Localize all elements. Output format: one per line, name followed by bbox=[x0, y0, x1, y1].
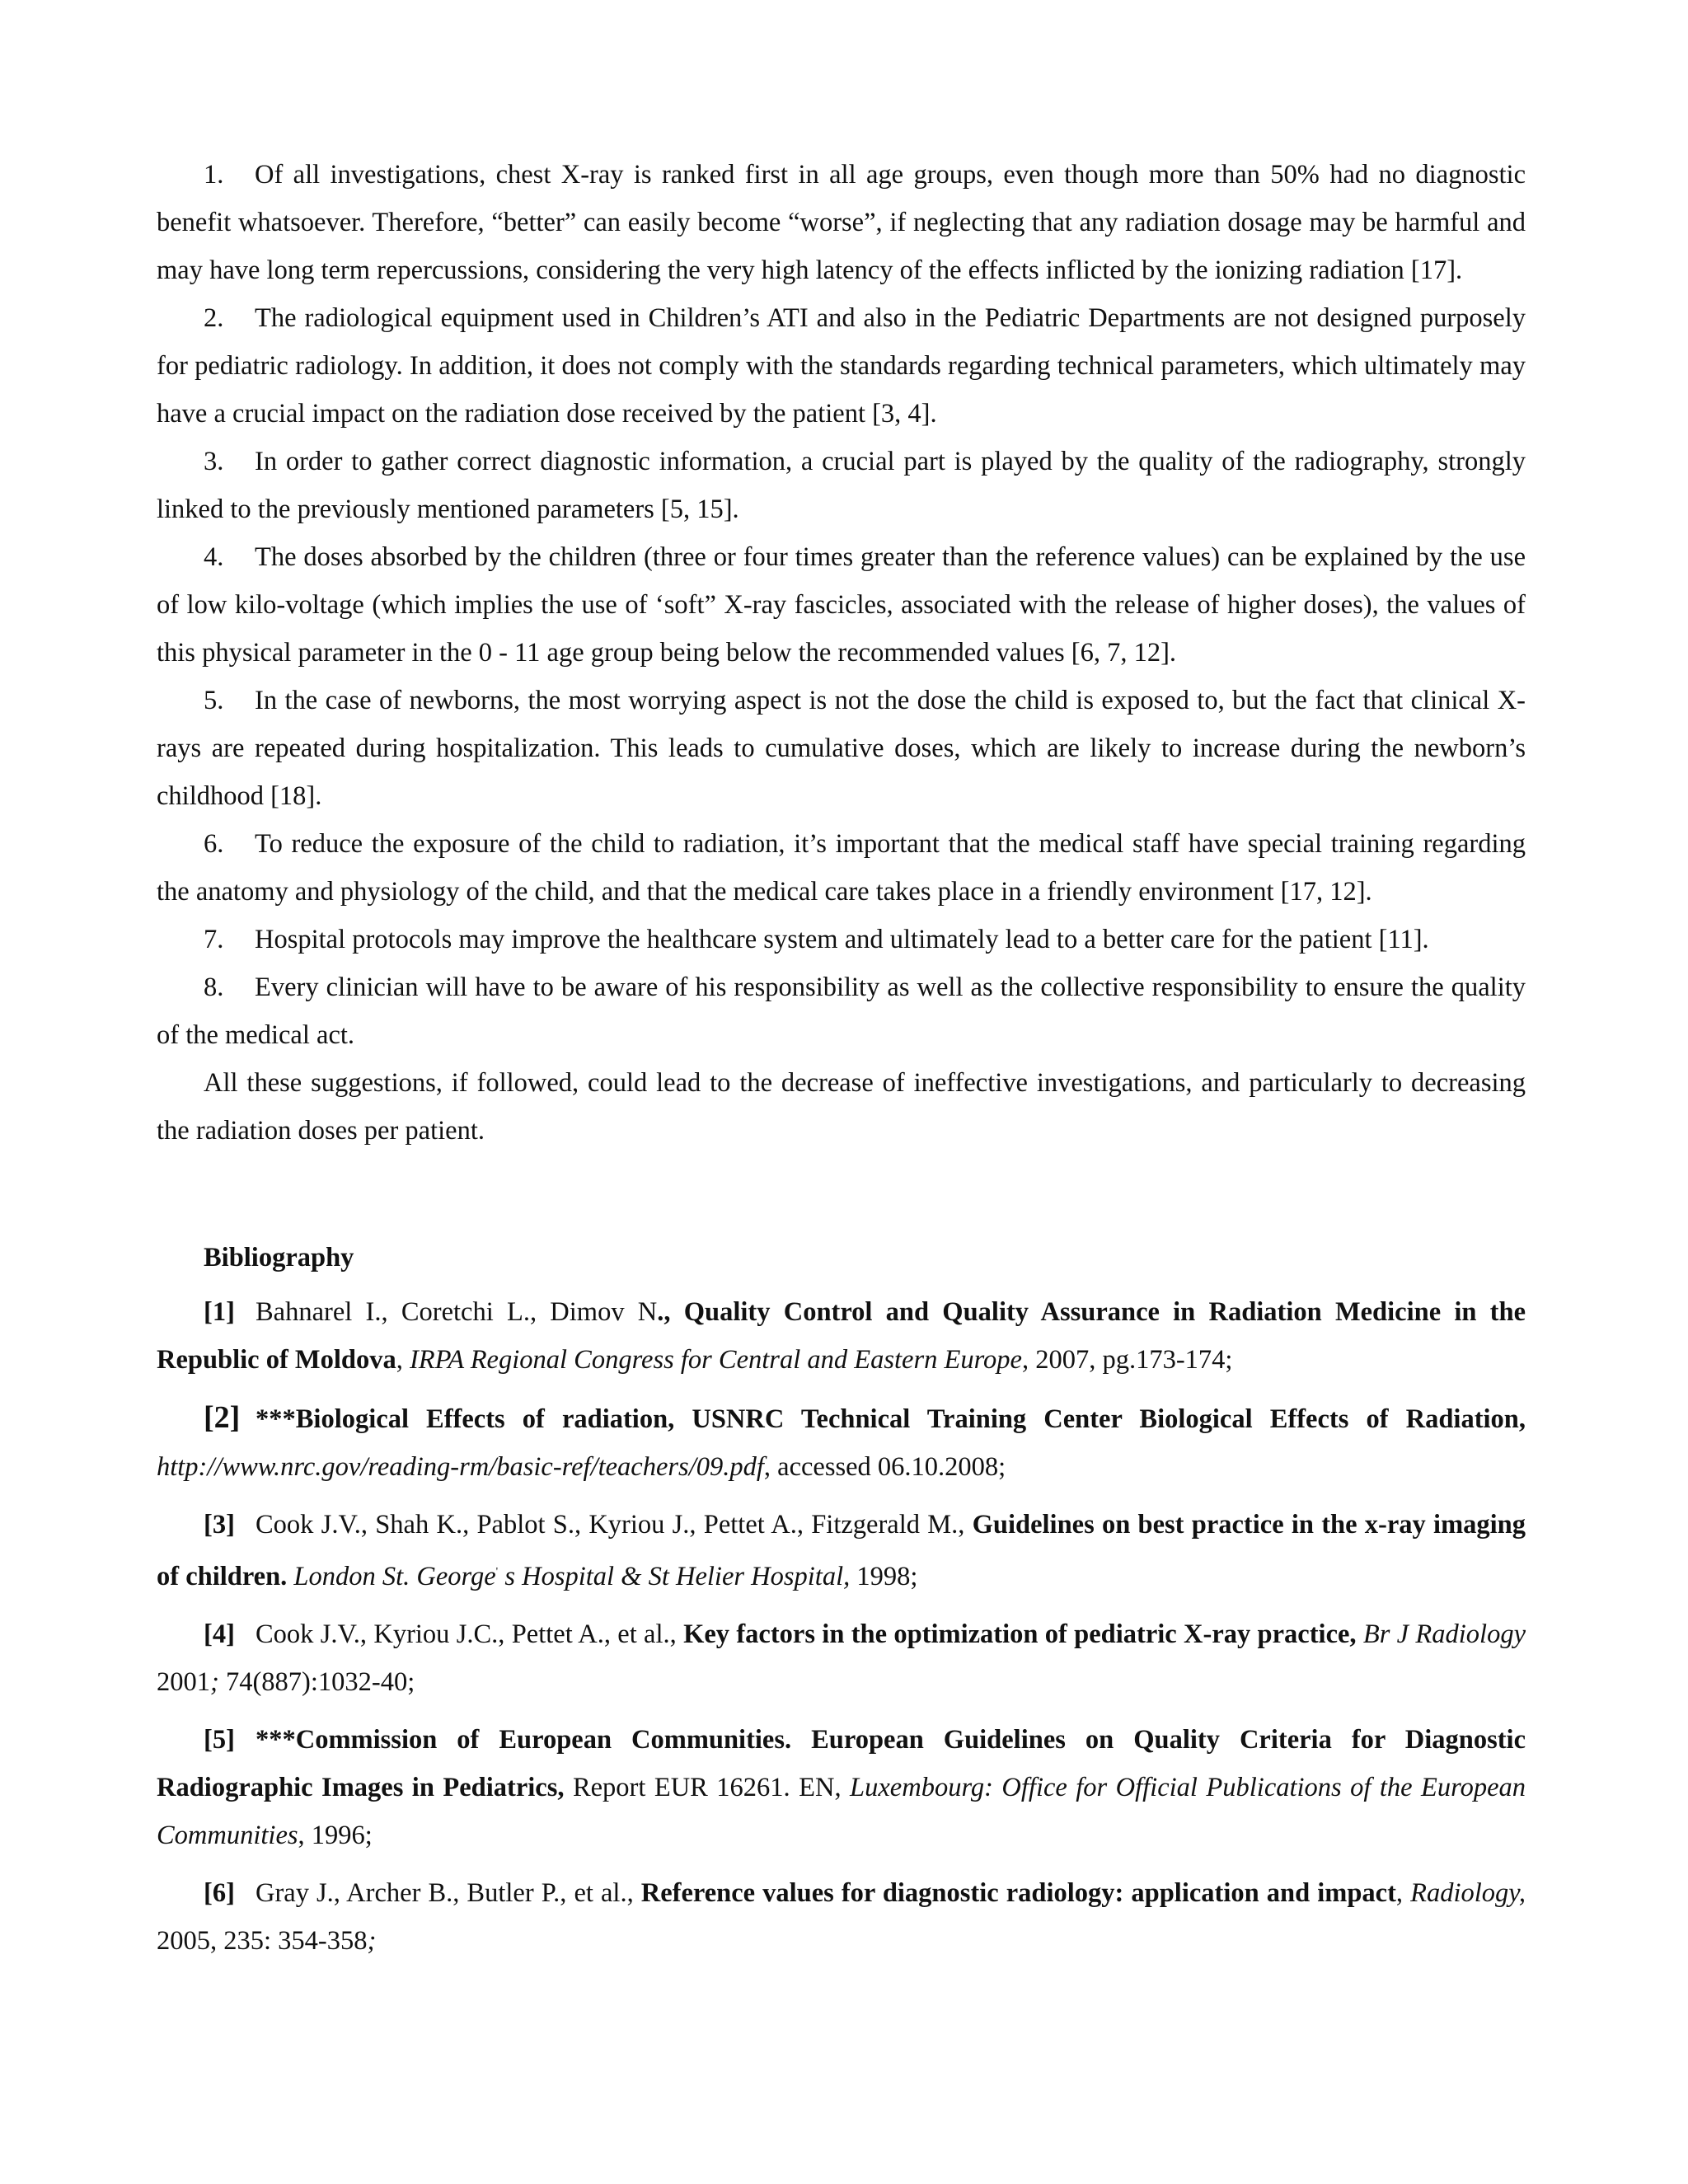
list-item-text: The radiological equipment used in Children’s ATI and also in the Pediatric Departments are not designed purposely for pediatric radiology. In addition, it does not comply with the standards regarding technical parameters, which ultimately may have a crucial impact on the radiation dose received by the patient [3, 4]. bbox=[157, 303, 1526, 429]
bibliography-entry bbox=[157, 1869, 1526, 1965]
list-item-text: The doses absorbed by the children (three or four times greater than the reference values) can be explained by the use of low kilo-voltage (which implies the use of ‘soft” X-ray fascicles, associated with the release of higher doses), the values of this physical parameter in the 0 - 11 age group being below the recommended values [6, 7, 12]. bbox=[157, 542, 1526, 668]
reference-authors: Cook J.V., Shah K., Pablot S., Kyriou J., Pettet A., Fitzgerald M., bbox=[256, 1510, 965, 1540]
list-item bbox=[157, 151, 1526, 294]
bibliography-heading: Bibliography bbox=[204, 1243, 354, 1272]
reference-source: Radiology, bbox=[1410, 1877, 1526, 1908]
list-item bbox=[157, 533, 1526, 677]
list-item-number: 5. bbox=[204, 686, 224, 715]
reference-title: Reference values for diagnostic radiology: application and impact bbox=[640, 1877, 1396, 1908]
document-page bbox=[157, 151, 1526, 1965]
list-item-number: 1. bbox=[204, 160, 224, 190]
reference-separator: , bbox=[1395, 1877, 1411, 1908]
reference-label: [1] bbox=[204, 1297, 235, 1327]
list-item-number: 6. bbox=[204, 829, 224, 859]
list-item-number: 3. bbox=[204, 447, 224, 476]
reference-source: Luxembourg: Office for Official Publications of the European Communities bbox=[157, 1772, 1526, 1850]
reference-url[interactable]: http://www.nrc.gov/reading-rm/basic-ref/teachers/09.pdf bbox=[157, 1452, 764, 1482]
closing-paragraph: All these suggestions, if followed, could lead to the decrease of ineffective investigations, and particularly to decreasing the radiation doses per patient. bbox=[157, 1068, 1526, 1146]
list-item-number: 2. bbox=[204, 303, 224, 333]
reference-source: Br J Radiology bbox=[1362, 1619, 1526, 1649]
reference-authors: Cook J.V., Kyriou J.C., Pettet A., et al., bbox=[256, 1619, 677, 1649]
reference-middle: Report EUR 16261. EN, bbox=[564, 1772, 851, 1802]
bibliography-entry bbox=[157, 1501, 1526, 1601]
list-item-number: 4. bbox=[204, 542, 224, 572]
reference-tail: 1998; bbox=[850, 1561, 918, 1591]
reference-semicolon: ; bbox=[210, 1666, 219, 1697]
reference-label: [2] bbox=[204, 1400, 241, 1435]
list-item-number: 8. bbox=[204, 972, 224, 1002]
reference-label: [5] bbox=[204, 1724, 235, 1755]
reference-tail: , 2007, pg.173-174; bbox=[1021, 1345, 1233, 1375]
list-item-text: To reduce the exposure of the child to radiation, it’s important that the medical staff have special training regarding the anatomy and physiology of the child, and that the medical care takes place in a friendly environment [17, 12]. bbox=[157, 829, 1526, 907]
reference-separator: , bbox=[396, 1345, 410, 1375]
reference-label: [4] bbox=[204, 1619, 235, 1649]
bibliography-entry bbox=[157, 1394, 1526, 1491]
reference-authors: Gray J., Archer B., Butler P., et al., bbox=[256, 1877, 634, 1908]
reference-title: ., Quality Control and Quality Assurance in Radiation Medicine in the Republic of Moldova bbox=[157, 1297, 1526, 1375]
reference-title: ***Commission of European Communities. European Guidelines on Quality Criteria for Diagnostic Radiographic Images in Pediatrics, bbox=[157, 1724, 1526, 1802]
bibliography-entry bbox=[157, 1610, 1526, 1706]
reference-source-cont: s Hospital & St Helier Hospital, bbox=[498, 1561, 851, 1591]
reference-tail: , 1996; bbox=[298, 1820, 373, 1850]
reference-source: London St. George bbox=[293, 1561, 496, 1591]
list-item-text: In the case of newborns, the most worrying aspect is not the dose the child is exposed to, but the fact that clinical X-rays are repeated during hospitalization. This leads to cumulative doses, which are likely to increase during the newborn’s childhood [18]. bbox=[157, 686, 1526, 811]
list-item bbox=[157, 294, 1526, 438]
list-item-text: Of all investigations, chest X-ray is ranked first in all age groups, even though more than 50% had no diagnostic benefit whatsoever. Therefore, “better” can easily become “worse”, if neglecting that any radiation dosage may be harmful and may have long term repercussions, considering the very high latency of the effects inflicted by the ionizing radiation [17]. bbox=[157, 160, 1526, 285]
bibliography-entry bbox=[157, 1288, 1526, 1384]
reference-tail: 2001 bbox=[157, 1666, 210, 1697]
reference-tail-2: 74(887):1032-40; bbox=[218, 1666, 415, 1697]
list-item bbox=[157, 963, 1526, 1059]
list-item-number: 7. bbox=[204, 925, 224, 954]
reference-title: Guidelines on best practice in the x-ray imaging of children. bbox=[157, 1510, 1526, 1591]
list-item bbox=[157, 916, 1526, 963]
reference-tail: , accessed 06.10.2008; bbox=[763, 1452, 1006, 1482]
reference-authors: Bahnarel I., Coretchi L., Dimov N bbox=[256, 1297, 658, 1327]
list-item bbox=[157, 677, 1526, 820]
reference-title: ***Biological Effects of radiation, USNRC Technical Training Center Biological Effects of Radiation, bbox=[256, 1404, 1526, 1434]
list-item bbox=[157, 820, 1526, 916]
list-item bbox=[157, 438, 1526, 533]
bibliography-entry bbox=[157, 1716, 1526, 1859]
reference-title: Key factors in the optimization of pediatric X-ray practice, bbox=[683, 1619, 1357, 1649]
reference-source: IRPA Regional Congress for Central and Eastern Europe bbox=[409, 1345, 1022, 1375]
reference-label: [3] bbox=[204, 1510, 235, 1540]
list-item-text: Every clinician will have to be aware of his responsibility as well as the collective responsibility to ensure the quality of the medical act. bbox=[157, 972, 1526, 1050]
reference-semicolon: ; bbox=[367, 1925, 377, 1956]
list-item-text: In order to gather correct diagnostic information, a crucial part is played by the quality of the radiography, strongly linked to the previously mentioned parameters [5, 15]. bbox=[157, 447, 1526, 524]
reference-source-mark: ' bbox=[495, 1566, 499, 1578]
reference-label: [6] bbox=[204, 1877, 235, 1908]
reference-tail: 2005, 235: 354-358 bbox=[157, 1925, 368, 1956]
list-item-text: Hospital protocols may improve the healthcare system and ultimately lead to a better care for the patient [11]. bbox=[255, 925, 1429, 954]
